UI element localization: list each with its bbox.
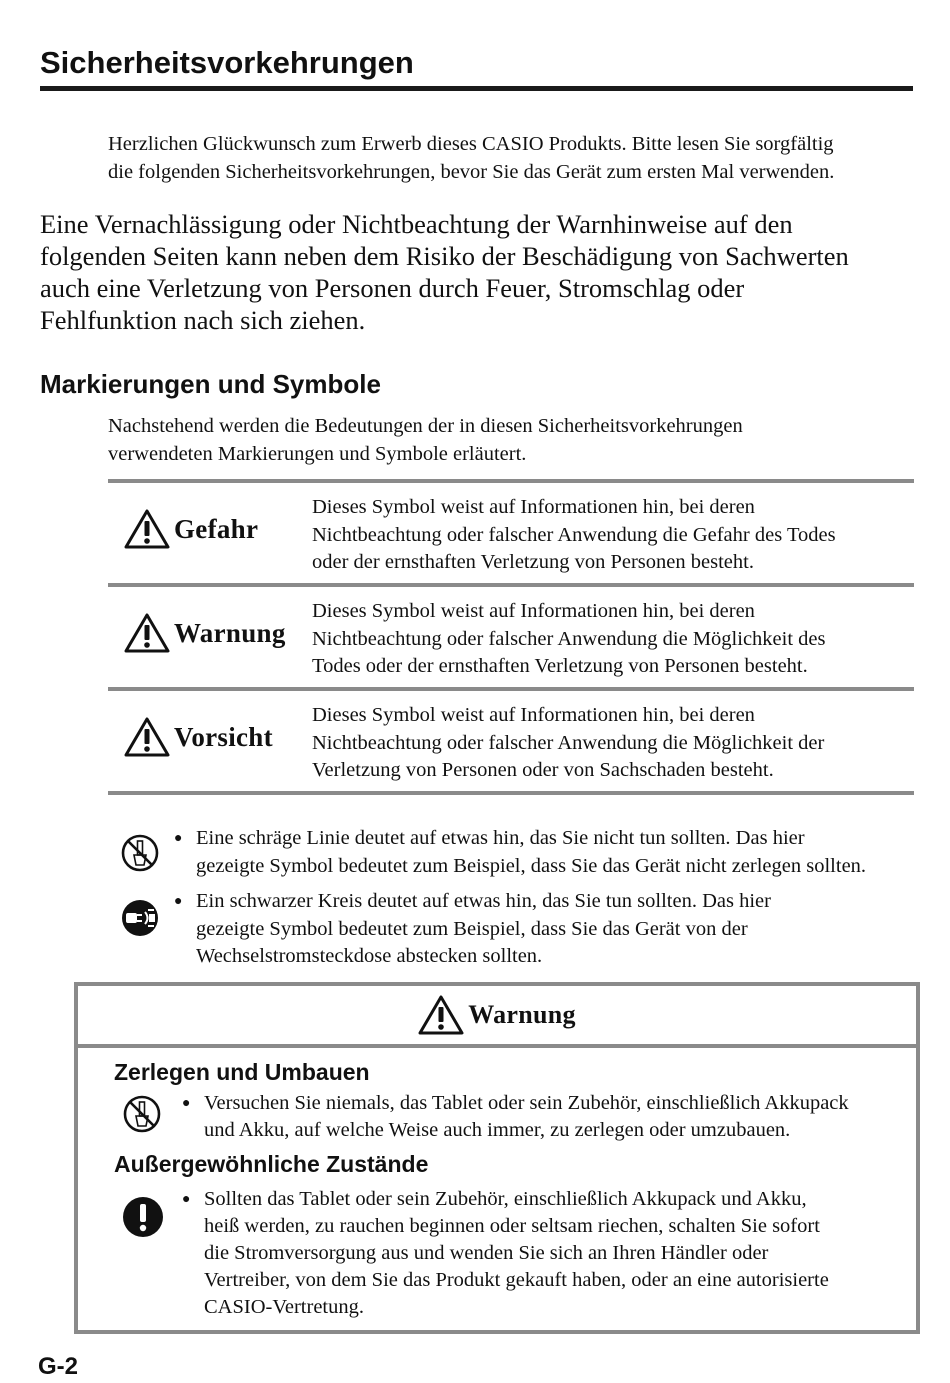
symbol-description-line: Verletzung von Personen oder von Sachschaden besteht. — [312, 759, 774, 781]
warning-box-title: Warnung — [468, 1000, 576, 1029]
symbol-description-line: Nichtbeachtung oder falscher Anwendung die Möglichkeit des — [312, 627, 826, 650]
sub-heading-abnormal: Außergewöhnliche Zustände — [114, 1151, 429, 1177]
symbol-label — [124, 613, 286, 653]
box-item-text — [204, 1090, 904, 1144]
warning-triangle-icon — [418, 995, 464, 1035]
bullet: ● — [174, 894, 183, 909]
symbol-row-gefahr — [108, 479, 914, 583]
box-item-line: und Akku, auf welche Weise auch immer, zu zerlegen oder umzubauen. — [204, 1119, 791, 1141]
symbol-label-text: Warnung — [174, 617, 286, 648]
symbol-description — [312, 702, 912, 785]
bullet: ● — [182, 1192, 191, 1207]
box-item-disassembly — [118, 1090, 908, 1146]
hazard-line: Fehlfunktion nach sich ziehen. — [40, 305, 366, 335]
bullet: ● — [174, 831, 183, 846]
hazard-line: auch eine Verletzung von Personen durch Feuer, Stromschlag oder — [40, 273, 745, 303]
intro-line: Herzlichen Glückwunsch zum Erwerb dieses CASIO Produkts. Bitte lesen Sie sorgfältig — [108, 133, 834, 155]
hazard-line: folgenden Seiten kann neben dem Risiko der Beschädigung von Sachwerten — [40, 241, 849, 271]
page-number: G-2 — [38, 1353, 79, 1380]
legend-text-line: Wechselstromsteckdose abstecken sollten. — [196, 945, 543, 967]
section-heading-markings: Markierungen und Symbole — [40, 369, 381, 399]
warning-box — [74, 982, 920, 1334]
markings-intro-line: verwendeten Markierungen und Symbole erläutert. — [108, 442, 527, 465]
symbol-label — [124, 509, 258, 549]
exclamation-circle-icon — [122, 1196, 164, 1238]
sub-heading-disassembly: Zerlegen und Umbauen — [114, 1059, 370, 1085]
warning-triangle-icon — [124, 717, 170, 757]
bullet: ● — [182, 1096, 191, 1111]
box-item-line: heiß werden, zu rauchen beginnen oder seltsam riechen, schalten Sie sofort — [204, 1215, 820, 1237]
symbol-description-line: Dieses Symbol weist auf Informationen hin, bei deren — [312, 600, 755, 622]
box-item-line: Vertreiber, von dem Sie das Produkt gekauft haben, oder an eine autorisierte — [204, 1269, 829, 1291]
legend-text-line: gezeigte Symbol bedeutet zum Beispiel, dass Sie das Gerät nicht zerlegen sollten. — [196, 854, 867, 877]
intro-paragraph — [108, 131, 918, 186]
symbol-description-line: Dieses Symbol weist auf Informationen hin, bei deren — [312, 704, 755, 726]
legend-text-line: gezeigte Symbol bedeutet zum Beispiel, dass Sie das Gerät von der — [196, 917, 748, 940]
legend-text-line: Ein schwarzer Kreis deutet auf etwas hin, das Sie tun sollten. Das hier — [196, 890, 771, 912]
page-title: Sicherheitsvorkehrungen — [40, 45, 414, 80]
symbol-label-text: Gefahr — [174, 513, 259, 544]
symbol-row-warnung — [108, 583, 914, 687]
warning-box-header — [78, 986, 916, 1048]
box-item-line: Sollten das Tablet oder sein Zubehör, einschließlich Akkupack und Akku, — [204, 1188, 807, 1210]
box-item-line: CASIO-Vertretung. — [204, 1296, 364, 1318]
symbol-table — [108, 479, 914, 795]
symbol-label — [124, 717, 273, 757]
markings-intro — [108, 413, 918, 468]
legend-text-line: Eine schräge Linie deutet auf etwas hin, das Sie nicht tun sollten. Das hier — [196, 827, 805, 849]
symbol-description — [312, 598, 912, 681]
unplug-icon — [120, 898, 160, 938]
title-rule — [40, 86, 913, 91]
hazard-line: Eine Vernachlässigung oder Nichtbeachtung der Warnhinweise auf den — [40, 209, 793, 239]
markings-intro-line: Nachstehend werden die Bedeutungen der in diesen Sicherheitsvorkehrungen — [108, 415, 743, 437]
intro-line: die folgenden Sicherheitsvorkehrungen, bevor Sie das Gerät zum ersten Mal verwenden. — [108, 160, 835, 183]
symbol-row-vorsicht — [108, 687, 914, 795]
hazard-paragraph — [40, 208, 920, 336]
box-item-line: Versuchen Sie niemals, das Tablet oder sein Zubehör, einschließlich Akkupack — [204, 1092, 849, 1114]
symbol-description-line: oder der ernsthaften Verletzung von Personen besteht. — [312, 551, 754, 573]
box-item-abnormal — [118, 1186, 908, 1322]
symbol-description-line: Dieses Symbol weist auf Informationen hin, bei deren — [312, 496, 755, 518]
warning-triangle-icon — [124, 613, 170, 653]
symbol-label-text: Vorsicht — [174, 721, 273, 752]
symbol-description-line: Todes oder der ernsthaften Verletzung von Personen besteht. — [312, 655, 808, 677]
symbol-description-line: Nichtbeachtung oder falscher Anwendung die Gefahr des Todes — [312, 523, 836, 546]
legend-item-mandatory — [120, 888, 920, 972]
legend-text — [196, 825, 916, 880]
symbol-description-line: Nichtbeachtung oder falscher Anwendung die Möglichkeit der — [312, 731, 825, 754]
legend-text — [196, 888, 916, 971]
box-item-text — [204, 1186, 904, 1321]
box-item-line: die Stromversorgung aus und wenden Sie sich an Ihren Händler oder — [204, 1242, 769, 1264]
no-disassembly-icon — [120, 833, 160, 873]
symbol-description — [312, 494, 912, 577]
warning-triangle-icon — [124, 509, 170, 549]
legend-item-prohibition — [120, 825, 920, 883]
no-disassembly-icon — [122, 1094, 162, 1134]
